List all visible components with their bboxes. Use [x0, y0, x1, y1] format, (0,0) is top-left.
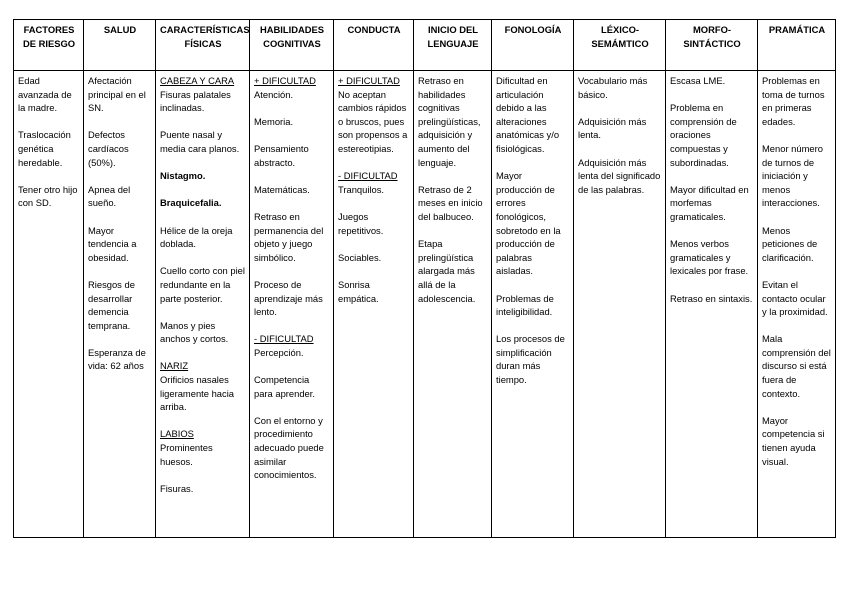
salud-item: Defectos cardíacos (50%). — [88, 129, 129, 168]
fisicas-item: Fisuras. — [160, 482, 194, 494]
fisicas-item: Braquicefalia. — [160, 197, 222, 209]
fonologia-item: Mayor producción de errores fonológicos, sobretodo en la producción de palabras aisladas. — [496, 170, 561, 277]
salud-item: Apnea del sueño. — [88, 183, 131, 209]
morfo-item: Problema en comprensión de oraciones compuestas y subordinadas. — [670, 102, 737, 168]
fisicas-item: Prominentes huesos. — [160, 442, 213, 467]
pragmatica-item: Menor número de turnos de iniciación y menos interacciones. — [762, 142, 823, 209]
conducta-item: Tranquilos. — [338, 183, 385, 195]
cognitivas-item: Atención. — [254, 88, 294, 100]
morfo-item: Mayor dificultad en morfemas gramaticales. — [670, 183, 749, 222]
header-cognitivas: HABILIDADES COGNITIVAS — [250, 20, 334, 71]
header-morfo: MORFO-SINTÁCTICO — [666, 20, 758, 71]
fonologia-item: Dificultad en articulación debido a las alteraciones anatómicas y/o fisiológicas. — [496, 75, 560, 154]
cell-salud — [84, 71, 156, 538]
fisicas-item: Puente nasal y media cara planos. — [160, 129, 240, 154]
fisicas-item: Orificios nasales ligeramente hacia arriba. — [160, 374, 235, 413]
cell-lexico — [574, 71, 666, 538]
conducta-item: Juegos repetitivos. — [338, 210, 384, 236]
fonologia-item: Problemas de inteligibilidad. — [496, 292, 554, 318]
pragmatica-item: Mayor competencia si tienen ayuda visual. — [762, 414, 825, 467]
characteristics-table — [13, 19, 836, 538]
conducta-item: No aceptan cambios rápidos o bruscos, pues son propensos a estereotipias. — [338, 88, 408, 154]
morfo-item: Retraso en sintaxis. — [670, 292, 753, 304]
fisicas-item: Fisuras palatales inclinadas. — [160, 88, 231, 114]
cognitivas-mas-title: + DIFICULTAD — [254, 75, 316, 86]
fisicas-labios-title: LABIOS — [160, 428, 194, 440]
factor-item: Edad avanzada de la madre. — [18, 75, 72, 114]
header-lexico: LÉXICO-SEMÁMTICO — [574, 20, 666, 71]
lenguaje-item: Retraso en habilidades cognitivas prelingüísticas, adquisición y aumento del lenguaje. — [418, 75, 481, 168]
salud-item: Esperanza de vida: 62 años — [88, 346, 146, 372]
header-factores: FACTORES DE RIESGO — [14, 20, 84, 71]
header-conducta: CONDUCTA — [334, 20, 414, 71]
cognitivas-item: Competencia para aprender. — [254, 374, 315, 399]
factor-item: Traslocación genética heredable. — [18, 129, 71, 168]
cell-morfo — [666, 71, 758, 538]
fisicas-cabeza-title: CABEZA Y CARA — [160, 75, 235, 86]
cognitivas-item: Retraso en permanencia del objeto y juego simbólico. — [254, 210, 324, 263]
header-fisicas: CARACTERÍSTICAS FÍSICAS — [156, 20, 250, 71]
fisicas-item: Manos y pies anchos y cortos. — [160, 319, 229, 345]
salud-item: Riesgos de desarrollar demencia temprana. — [88, 278, 135, 331]
salud-item: Mayor tendencia a obesidad. — [88, 224, 137, 263]
header-row — [14, 20, 836, 71]
cell-pragmatica — [758, 71, 836, 538]
pragmatica-item: Evitan el contacto ocular y la proximidad. — [762, 278, 828, 318]
conducta-item: Sociables. — [338, 251, 382, 263]
cognitivas-item: Con el entorno y procedimiento adecuado puede asimilar conocimientos. — [254, 414, 324, 481]
cognitivas-item: Memoria. — [254, 115, 294, 127]
pragmatica-item: Mala comprensión del discurso si está fuera de contexto. — [762, 333, 831, 399]
cognitivas-menos-title: - DIFICULTAD — [254, 333, 314, 345]
cell-cognitivas — [250, 71, 334, 538]
header-pragmatica: PRAMÁTICA — [758, 20, 836, 71]
salud-item: Afectación principal en el SN. — [88, 75, 146, 114]
cell-fisicas — [156, 71, 250, 538]
cognitivas-item: Proceso de aprendizaje más lento. — [254, 278, 323, 318]
cell-fonologia — [492, 71, 574, 538]
cognitivas-item: Pensamiento abstracto. — [254, 142, 309, 168]
cognitivas-item: Percepción. — [254, 346, 304, 358]
header-fonologia: FONOLOGÍA — [492, 20, 574, 71]
header-lenguaje: INICIO DEL LENGUAJE — [414, 20, 492, 71]
cell-conducta — [334, 71, 414, 538]
fisicas-item: Cuello corto con piel redundante en la parte posterior. — [160, 265, 245, 304]
lenguaje-item: Etapa prelingüística alargada más allá de la adolescencia. — [418, 238, 476, 304]
conducta-mas-title: + DIFICULTAD — [338, 75, 400, 86]
lexico-item: Adquisición más lenta. — [578, 115, 647, 141]
header-salud: SALUD — [84, 20, 156, 71]
conducta-menos-title: - DIFICULTAD — [338, 170, 398, 182]
content-row — [14, 71, 836, 538]
factor-item: Tener otro hijo con SD. — [18, 183, 78, 209]
morfo-item: Escasa LME. — [670, 75, 726, 86]
pragmatica-item: Problemas en toma de turnos en primeras edades. — [762, 75, 825, 127]
morfo-item: Menos verbos gramaticales y lexicales por frase. — [670, 238, 749, 277]
fisicas-nariz-title: NARIZ — [160, 360, 189, 372]
cell-lenguaje — [414, 71, 492, 538]
lexico-item: Vocabulario más básico. — [578, 75, 648, 100]
cell-factores — [14, 71, 84, 538]
lexico-item: Adquisición más lenta del significado de las palabras. — [578, 156, 661, 195]
lenguaje-item: Retraso de 2 meses en inicio del balbuceo. — [418, 183, 483, 222]
conducta-item: Sonrisa empática. — [338, 278, 379, 304]
pragmatica-item: Menos peticiones de clarificación. — [762, 224, 818, 263]
fonologia-item: Los procesos de simplificación duran más tiempo. — [496, 333, 565, 386]
fisicas-item: Nistagmo. — [160, 170, 206, 182]
fisicas-item: Hélice de la oreja doblada. — [160, 224, 233, 250]
cognitivas-item: Matemáticas. — [254, 183, 310, 195]
